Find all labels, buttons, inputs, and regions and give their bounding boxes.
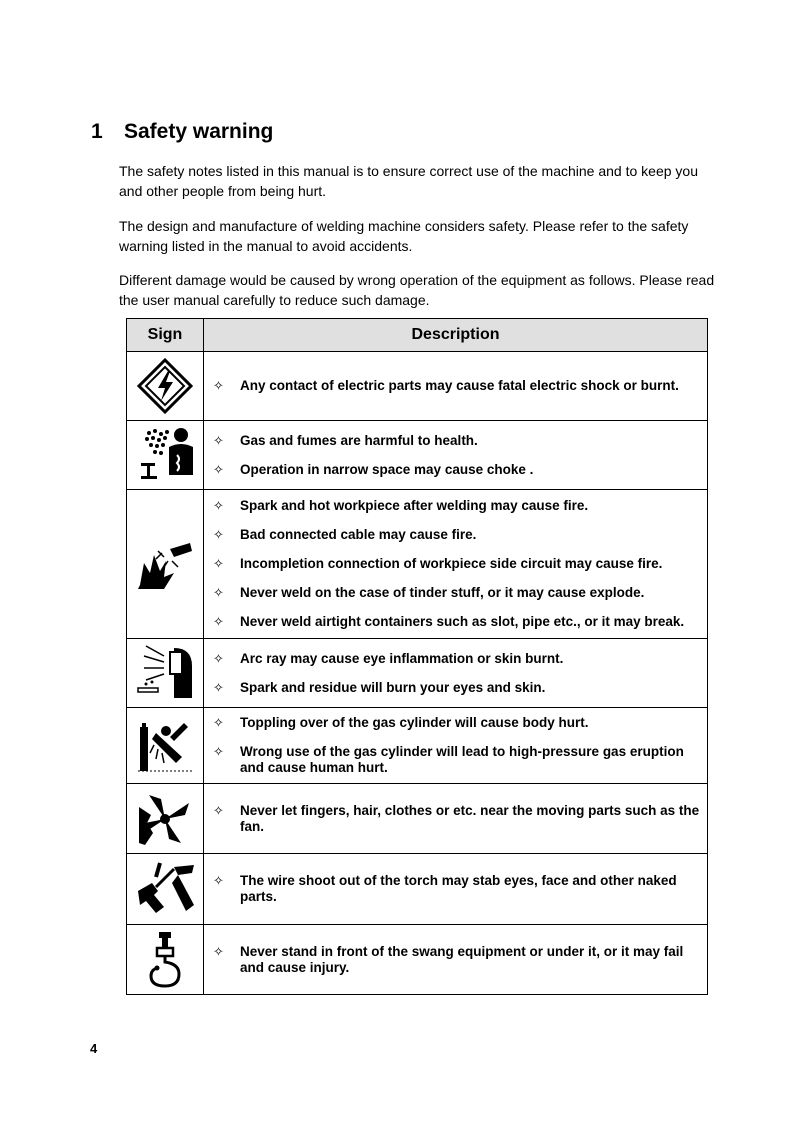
page-number: 4 (90, 1041, 98, 1056)
table-row (127, 639, 708, 708)
list-item: ✧ Toppling over of the gas cylinder will cause body hurt. (213, 715, 589, 730)
sign-column-header: Sign (127, 319, 204, 352)
section-number: 1 (91, 120, 103, 143)
table-row (127, 352, 708, 421)
safety-table (126, 318, 708, 995)
arc-ray-icon (134, 644, 196, 702)
table-header-row (127, 319, 708, 352)
sign-cell (127, 352, 204, 421)
gas-fumes-icon (135, 425, 195, 485)
bullet-icon: ✧ (213, 650, 224, 666)
bullet-icon: ✧ (213, 378, 224, 393)
bullet-icon: ✧ (213, 873, 224, 888)
damage-paragraph: Different damage would be caused by wrong operation of the equipment as follows. Please read the user manual carefully to reduce such damage. (119, 272, 715, 308)
section-heading (91, 120, 273, 144)
bullet-icon: ✧ (213, 679, 224, 695)
sign-cell (127, 421, 204, 490)
sign-cell (127, 854, 204, 925)
bullet-icon: ✧ (213, 715, 224, 730)
bullet-icon: ✧ (213, 943, 224, 959)
description-cell (204, 854, 708, 925)
list-item: ✧ Never weld airtight containers such as slot, pipe etc., or it may break. (213, 614, 685, 629)
list-item: ✧ Arc ray may cause eye inflammation or skin burnt. (213, 650, 564, 666)
crane-hook-icon (143, 930, 187, 990)
table-row (127, 708, 708, 784)
wire-torch-icon (134, 861, 196, 917)
moving-parts-icon (135, 789, 195, 849)
list-item: ✧ Gas and fumes are harmful to health. (213, 432, 478, 448)
gas-cylinder-icon (136, 717, 194, 775)
description-cell (204, 708, 708, 784)
list-item: ✧ Operation in narrow space may cause choke . (213, 461, 534, 477)
description-column-header: Description (204, 319, 708, 352)
table-row (127, 784, 708, 854)
bullet-icon: ✧ (213, 614, 224, 629)
bullet-icon: ✧ (213, 432, 224, 448)
bullet-icon: ✧ (213, 498, 224, 513)
list-item: ✧ Never let fingers, hair, clothes or etc. near the moving parts such as the fan. (213, 802, 700, 834)
sign-cell (127, 490, 204, 639)
description-cell (204, 352, 708, 421)
sign-cell (127, 708, 204, 784)
bullet-icon: ✧ (213, 556, 224, 571)
section-title: Safety warning (124, 120, 274, 143)
table-row (127, 421, 708, 490)
list-item: ✧ Incompletion connection of workpiece side circuit may cause fire. (213, 556, 663, 571)
description-cell (204, 421, 708, 490)
list-item: ✧ Bad connected cable may cause fire. (213, 527, 477, 542)
design-paragraph: The design and manufacture of welding machine considers safety. Please refer to the safety warning listed in the manual to avoid accidents. (119, 218, 689, 254)
list-item: ✧ Never stand in front of the swang equipment or under it, or it may fail and cause injury. (213, 943, 684, 975)
bullet-icon: ✧ (213, 461, 224, 477)
sign-cell (127, 639, 204, 708)
sign-cell (127, 784, 204, 854)
table-row (127, 490, 708, 639)
list-item: ✧ Never weld on the case of tinder stuff, or it may cause explode. (213, 585, 645, 600)
bullet-icon: ✧ (213, 527, 224, 542)
bullet-icon: ✧ (213, 585, 224, 600)
description-cell (204, 784, 708, 854)
table-row (127, 854, 708, 925)
list-item: ✧ Wrong use of the gas cylinder will lead to high-pressure gas eruption and cause human hurt. (213, 744, 684, 775)
list-item: ✧ Spark and hot workpiece after welding may cause fire. (213, 498, 589, 513)
description-cell (204, 925, 708, 995)
bullet-icon: ✧ (213, 802, 224, 818)
description-cell (204, 490, 708, 639)
list-item: ✧ The wire shoot out of the torch may stab eyes, face and other naked parts. (213, 873, 677, 904)
electric-shock-icon (137, 358, 193, 414)
sign-cell (127, 925, 204, 995)
list-item: ✧ Any contact of electric parts may cause fatal electric shock or burnt. (213, 378, 679, 393)
description-cell (204, 639, 708, 708)
intro-paragraph: The safety notes listed in this manual is to ensure correct use of the machine and to keep you and other people from being hurt. (119, 163, 698, 199)
table-row (127, 925, 708, 995)
bullet-icon: ✧ (213, 744, 224, 759)
fire-explosion-icon (134, 537, 196, 591)
list-item: ✧ Spark and residue will burn your eyes and skin. (213, 679, 546, 695)
